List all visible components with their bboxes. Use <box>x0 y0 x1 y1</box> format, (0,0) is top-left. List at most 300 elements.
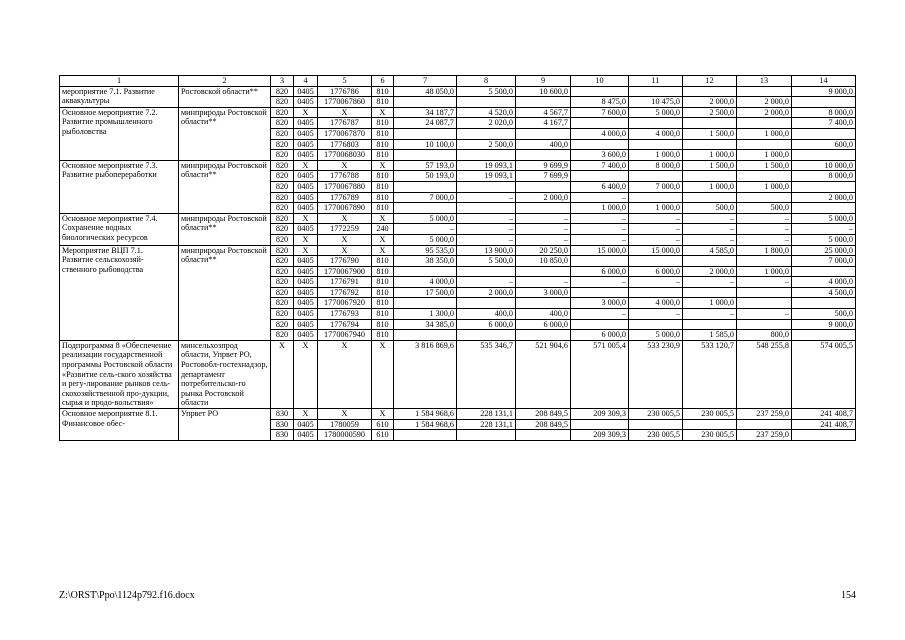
amount-cell: 1 800,0 <box>737 245 792 256</box>
amount-cell: 7 699,9 <box>516 171 571 182</box>
amount-cell <box>394 97 457 108</box>
amount-cell <box>394 298 457 309</box>
amount-cell: 4 167,7 <box>516 118 571 129</box>
amount-cell: – <box>571 309 629 320</box>
amount-cell: 1 500,0 <box>683 128 737 139</box>
amount-cell: 48 050,0 <box>394 86 457 97</box>
executor: минсельхозпрод области, Упрвет РО, Ростовобл-гостехнадзор, департамент потребительско-го рынка Ростовской области <box>179 340 271 408</box>
amount-cell: 15 000,0 <box>571 245 629 256</box>
amount-cell: 500,0 <box>737 203 792 214</box>
grbs-code: 820 <box>271 234 294 245</box>
section-code: 0405 <box>294 319 318 330</box>
amount-cell: 208 849,5 <box>516 419 571 430</box>
activity-name: Подпрограмма 8 «Обеспечение реализации государственной программы Ростовской области «Развитие сель-ского хозяйства и регу-лирование рынков сель-скохозяйственной про-дукции, сырья и продо-вольствия» <box>60 340 179 408</box>
amount-cell: 10 600,0 <box>516 86 571 97</box>
target-article: 1780059 <box>318 419 372 430</box>
grbs-code: 820 <box>271 287 294 298</box>
amount-cell: 2 000,0 <box>457 287 516 298</box>
amount-cell <box>629 287 683 298</box>
column-number-1: 1 <box>60 76 179 87</box>
amount-cell: 2 500,0 <box>457 139 516 150</box>
section-code: 0405 <box>294 309 318 320</box>
amount-cell: – <box>737 309 792 320</box>
amount-cell <box>737 139 792 150</box>
activity-name: Основное мероприятие 8.1. Финансовое обес- <box>60 409 179 441</box>
amount-cell <box>457 266 516 277</box>
executor: Упрвет РО <box>179 409 271 441</box>
amount-cell: 17 500,0 <box>394 287 457 298</box>
section-code: Х <box>294 245 318 256</box>
amount-cell: – <box>516 224 571 235</box>
column-number-6: 6 <box>372 76 394 87</box>
amount-cell: 3 000,0 <box>571 298 629 309</box>
expense-type: 810 <box>372 97 394 108</box>
amount-cell: 13 900,0 <box>457 245 516 256</box>
column-number-10: 10 <box>571 76 629 87</box>
amount-cell: – <box>683 213 737 224</box>
amount-cell: 209 309,3 <box>571 409 629 420</box>
expense-type: Х <box>372 245 394 256</box>
section-code: Х <box>294 409 318 420</box>
target-article: 1770067900 <box>318 266 372 277</box>
grbs-code: 820 <box>271 319 294 330</box>
amount-cell <box>792 266 856 277</box>
amount-cell: 57 193,0 <box>394 160 457 171</box>
amount-cell <box>629 118 683 129</box>
target-article: Х <box>318 107 372 118</box>
amount-cell: 2 000,0 <box>516 192 571 203</box>
amount-cell: 5 000,0 <box>792 213 856 224</box>
section-code: 0405 <box>294 139 318 150</box>
grbs-code: 820 <box>271 266 294 277</box>
amount-cell: 10 475,0 <box>629 97 683 108</box>
amount-cell: 1 000,0 <box>737 181 792 192</box>
amount-cell <box>394 128 457 139</box>
amount-cell: 24 087,7 <box>394 118 457 129</box>
amount-cell <box>571 419 629 430</box>
amount-cell: – <box>792 224 856 235</box>
amount-cell: 230 005,5 <box>683 430 737 441</box>
grbs-code: 820 <box>271 181 294 192</box>
amount-cell: 4 000,0 <box>629 128 683 139</box>
section-code: 0405 <box>294 419 318 430</box>
amount-cell: – <box>737 224 792 235</box>
expense-type: 810 <box>372 181 394 192</box>
target-article: 1776788 <box>318 171 372 182</box>
amount-cell: 535 346,7 <box>457 340 516 408</box>
target-article: 1776803 <box>318 139 372 150</box>
grbs-code: 820 <box>271 192 294 203</box>
amount-cell <box>394 330 457 341</box>
grbs-code: 820 <box>271 309 294 320</box>
grbs-code: 820 <box>271 150 294 161</box>
expense-type: 810 <box>372 319 394 330</box>
amount-cell <box>737 419 792 430</box>
amount-cell: – <box>394 224 457 235</box>
executor: Ростовской области** <box>179 86 271 107</box>
expense-type: 810 <box>372 266 394 277</box>
amount-cell <box>737 319 792 330</box>
amount-cell <box>737 287 792 298</box>
amount-cell <box>792 150 856 161</box>
grbs-code: 830 <box>271 430 294 441</box>
section-code: Х <box>294 160 318 171</box>
amount-cell: 548 255,8 <box>737 340 792 408</box>
amount-cell: 1 000,0 <box>737 128 792 139</box>
amount-cell <box>394 266 457 277</box>
amount-cell: 20 250,0 <box>516 245 571 256</box>
expense-type: 810 <box>372 118 394 129</box>
amount-cell: – <box>457 213 516 224</box>
target-article: 1776786 <box>318 86 372 97</box>
amount-cell: 3 000,0 <box>516 287 571 298</box>
target-article: 1770068030 <box>318 150 372 161</box>
amount-cell: 241 408,7 <box>792 409 856 420</box>
amount-cell: – <box>457 277 516 288</box>
amount-cell: 10 850,0 <box>516 256 571 267</box>
expense-type: 810 <box>372 203 394 214</box>
amount-cell: 2 000,0 <box>683 97 737 108</box>
column-number-13: 13 <box>737 76 792 87</box>
amount-cell <box>792 430 856 441</box>
expense-type: Х <box>372 107 394 118</box>
expense-type: 810 <box>372 287 394 298</box>
target-article: 1776790 <box>318 256 372 267</box>
amount-cell: 8 000,0 <box>792 171 856 182</box>
section-code: Х <box>294 213 318 224</box>
amount-cell: – <box>629 224 683 235</box>
column-number-row <box>60 76 856 87</box>
document-file-path: Z:\ORST\Ppo\1124p792.f16.docx <box>59 590 195 601</box>
grbs-code: 820 <box>271 86 294 97</box>
amount-cell: 521 904,6 <box>516 340 571 408</box>
column-number-3: 3 <box>271 76 294 87</box>
amount-cell <box>571 319 629 330</box>
amount-cell <box>516 97 571 108</box>
amount-cell: 2 500,0 <box>683 107 737 118</box>
section-code: 0405 <box>294 171 318 182</box>
amount-cell: 6 000,0 <box>571 330 629 341</box>
amount-cell: 237 259,0 <box>737 409 792 420</box>
amount-cell <box>571 86 629 97</box>
amount-cell: 1 000,0 <box>683 298 737 309</box>
section-code: 0405 <box>294 203 318 214</box>
amount-cell <box>394 150 457 161</box>
amount-cell: 7 000,0 <box>792 256 856 267</box>
amount-cell: 4 500,0 <box>792 287 856 298</box>
target-article: 1780000590 <box>318 430 372 441</box>
table-row <box>60 340 856 408</box>
expense-type: Х <box>372 160 394 171</box>
amount-cell: 7 000,0 <box>394 192 457 203</box>
expense-type: 810 <box>372 298 394 309</box>
amount-cell: 8 000,0 <box>629 160 683 171</box>
amount-cell: 228 131,1 <box>457 419 516 430</box>
target-article: 1776787 <box>318 118 372 129</box>
amount-cell: – <box>571 192 629 203</box>
activity-name: Мероприятие ВЦП 7.1. Развитие сельскохозяй-ственного рыбоводства <box>60 245 179 340</box>
amount-cell: – <box>629 277 683 288</box>
amount-cell <box>737 86 792 97</box>
grbs-code: 820 <box>271 118 294 129</box>
expense-type: 240 <box>372 224 394 235</box>
amount-cell: 10 100,0 <box>394 139 457 150</box>
expense-type: 610 <box>372 419 394 430</box>
target-article: 1776789 <box>318 192 372 203</box>
column-number-8: 8 <box>457 76 516 87</box>
target-article: 1770067940 <box>318 330 372 341</box>
amount-cell <box>683 171 737 182</box>
amount-cell: 5 000,0 <box>629 107 683 118</box>
amount-cell: 2 000,0 <box>737 97 792 108</box>
target-article: 1772259 <box>318 224 372 235</box>
amount-cell <box>457 128 516 139</box>
table-row <box>60 86 856 97</box>
target-article: Х <box>318 213 372 224</box>
section-code: 0405 <box>294 97 318 108</box>
amount-cell <box>516 128 571 139</box>
amount-cell <box>457 181 516 192</box>
amount-cell: 3 600,0 <box>571 150 629 161</box>
amount-cell <box>737 171 792 182</box>
amount-cell: 34 385,0 <box>394 319 457 330</box>
section-code: 0405 <box>294 224 318 235</box>
amount-cell: 533 230,9 <box>629 340 683 408</box>
amount-cell: 7 400,0 <box>571 160 629 171</box>
amount-cell <box>683 287 737 298</box>
amount-cell: 2 000,0 <box>792 192 856 203</box>
amount-cell: – <box>571 224 629 235</box>
amount-cell: – <box>571 234 629 245</box>
amount-cell: 5 000,0 <box>394 213 457 224</box>
amount-cell <box>683 319 737 330</box>
amount-cell: 5 500,0 <box>457 86 516 97</box>
amount-cell: 800,0 <box>737 330 792 341</box>
amount-cell: – <box>683 224 737 235</box>
executor: минприроды Ростовской области** <box>179 245 271 340</box>
section-code: 0405 <box>294 86 318 97</box>
activity-name: Основное мероприятие 7.3. Развитие рыбопереработки <box>60 160 179 213</box>
expense-type: 810 <box>372 192 394 203</box>
amount-cell <box>737 118 792 129</box>
amount-cell: 1 000,0 <box>683 150 737 161</box>
grbs-code: 820 <box>271 213 294 224</box>
grbs-code: 820 <box>271 298 294 309</box>
amount-cell <box>394 430 457 441</box>
amount-cell <box>516 330 571 341</box>
activity-name: Основное мероприятие 7.2. Развитие промышленного рыболовства <box>60 107 179 160</box>
amount-cell <box>792 97 856 108</box>
amount-cell: 6 000,0 <box>571 266 629 277</box>
amount-cell <box>792 181 856 192</box>
column-number-11: 11 <box>629 76 683 87</box>
amount-cell: – <box>571 277 629 288</box>
section-code: 0405 <box>294 277 318 288</box>
amount-cell: 7 400,0 <box>792 118 856 129</box>
column-number-14: 14 <box>792 76 856 87</box>
expense-type: 810 <box>372 171 394 182</box>
amount-cell <box>516 203 571 214</box>
amount-cell: 38 350,0 <box>394 256 457 267</box>
expense-type: 810 <box>372 309 394 320</box>
amount-cell: – <box>457 224 516 235</box>
grbs-code: Х <box>271 340 294 408</box>
amount-cell: 4 000,0 <box>792 277 856 288</box>
target-article: 1770067920 <box>318 298 372 309</box>
amount-cell: – <box>737 213 792 224</box>
amount-cell <box>792 128 856 139</box>
column-number-12: 12 <box>683 76 737 87</box>
amount-cell <box>457 203 516 214</box>
amount-cell: 3 816 869,6 <box>394 340 457 408</box>
amount-cell: 1 500,0 <box>683 160 737 171</box>
amount-cell: 230 005,5 <box>629 409 683 420</box>
amount-cell: 1 584 968,6 <box>394 409 457 420</box>
amount-cell: – <box>457 234 516 245</box>
amount-cell: 230 005,5 <box>683 409 737 420</box>
amount-cell <box>457 150 516 161</box>
budget-table-container <box>59 75 855 441</box>
amount-cell: 5 000,0 <box>394 234 457 245</box>
amount-cell: 400,0 <box>516 139 571 150</box>
amount-cell <box>792 298 856 309</box>
amount-cell: – <box>737 234 792 245</box>
amount-cell: 1 300,0 <box>394 309 457 320</box>
grbs-code: 830 <box>271 409 294 420</box>
amount-cell: 241 408,7 <box>792 419 856 430</box>
expense-type: 810 <box>372 150 394 161</box>
amount-cell: 9 000,0 <box>792 86 856 97</box>
grbs-code: 820 <box>271 224 294 235</box>
amount-cell: 4 000,0 <box>629 298 683 309</box>
table-row <box>60 213 856 224</box>
amount-cell <box>571 139 629 150</box>
activity-name: Основное мероприятие 7.4. Сохранение водных биологических ресурсов <box>60 213 179 245</box>
target-article: Х <box>318 245 372 256</box>
target-article: Х <box>318 234 372 245</box>
table-row <box>60 409 856 420</box>
amount-cell <box>629 192 683 203</box>
amount-cell <box>683 139 737 150</box>
amount-cell: 2 000,0 <box>737 107 792 118</box>
section-code: 0405 <box>294 150 318 161</box>
section-code: 0405 <box>294 430 318 441</box>
amount-cell <box>571 118 629 129</box>
amount-cell: 7 600,0 <box>571 107 629 118</box>
budget-table <box>59 75 856 441</box>
amount-cell <box>792 330 856 341</box>
section-code: Х <box>294 234 318 245</box>
amount-cell <box>683 256 737 267</box>
amount-cell: 2 020,0 <box>457 118 516 129</box>
target-article: 1770067860 <box>318 97 372 108</box>
column-number-4: 4 <box>294 76 318 87</box>
table-row <box>60 107 856 118</box>
amount-cell: 1 584 968,6 <box>394 419 457 430</box>
target-article: 1770067870 <box>318 128 372 139</box>
amount-cell <box>737 192 792 203</box>
target-article: Х <box>318 340 372 408</box>
column-number-2: 2 <box>179 76 271 87</box>
amount-cell: 1 000,0 <box>629 203 683 214</box>
grbs-code: 820 <box>271 277 294 288</box>
amount-cell <box>571 171 629 182</box>
amount-cell: 400,0 <box>457 309 516 320</box>
amount-cell: 4 000,0 <box>571 128 629 139</box>
amount-cell: – <box>629 213 683 224</box>
expense-type: 810 <box>372 256 394 267</box>
amount-cell: 400,0 <box>516 309 571 320</box>
amount-cell: 10 000,0 <box>792 160 856 171</box>
amount-cell: 5 000,0 <box>629 330 683 341</box>
section-code: 0405 <box>294 266 318 277</box>
amount-cell: 571 005,4 <box>571 340 629 408</box>
amount-cell <box>629 419 683 430</box>
activity-name: мероприятие 7.1. Развитие аквакультуры <box>60 86 179 107</box>
grbs-code: 820 <box>271 245 294 256</box>
amount-cell: 230 005,5 <box>629 430 683 441</box>
amount-cell <box>457 97 516 108</box>
amount-cell: 9 000,0 <box>792 319 856 330</box>
amount-cell: 95 535,0 <box>394 245 457 256</box>
section-code: Х <box>294 340 318 408</box>
page-number: 154 <box>841 590 856 601</box>
expense-type: Х <box>372 409 394 420</box>
executor: минприроды Ростовской области** <box>179 213 271 245</box>
amount-cell <box>737 298 792 309</box>
amount-cell: 19 093,1 <box>457 171 516 182</box>
section-code: 0405 <box>294 192 318 203</box>
target-article: 1776793 <box>318 309 372 320</box>
grbs-code: 820 <box>271 203 294 214</box>
amount-cell: – <box>683 234 737 245</box>
amount-cell <box>394 181 457 192</box>
amount-cell: 8 000,0 <box>792 107 856 118</box>
amount-cell: – <box>629 309 683 320</box>
target-article: 1770067880 <box>318 181 372 192</box>
amount-cell: – <box>457 192 516 203</box>
target-article: 1770067890 <box>318 203 372 214</box>
column-number-7: 7 <box>394 76 457 87</box>
amount-cell: – <box>683 277 737 288</box>
amount-cell: 9 699,9 <box>516 160 571 171</box>
expense-type: 810 <box>372 128 394 139</box>
amount-cell <box>737 256 792 267</box>
amount-cell: 5 500,0 <box>457 256 516 267</box>
amount-cell: 574 005,5 <box>792 340 856 408</box>
amount-cell: 500,0 <box>683 203 737 214</box>
grbs-code: 820 <box>271 107 294 118</box>
amount-cell: 50 193,0 <box>394 171 457 182</box>
amount-cell <box>683 192 737 203</box>
table-row <box>60 160 856 171</box>
target-article: Х <box>318 409 372 420</box>
amount-cell: 208 849,5 <box>516 409 571 420</box>
grbs-code: 830 <box>271 419 294 430</box>
section-code: 0405 <box>294 181 318 192</box>
amount-cell: – <box>516 213 571 224</box>
grbs-code: 820 <box>271 160 294 171</box>
expense-type: 810 <box>372 139 394 150</box>
section-code: 0405 <box>294 128 318 139</box>
amount-cell <box>457 430 516 441</box>
amount-cell <box>516 298 571 309</box>
amount-cell <box>629 86 683 97</box>
amount-cell <box>629 256 683 267</box>
amount-cell: 4 520,0 <box>457 107 516 118</box>
expense-type: Х <box>372 234 394 245</box>
executor: минприроды Ростовской области** <box>179 160 271 213</box>
